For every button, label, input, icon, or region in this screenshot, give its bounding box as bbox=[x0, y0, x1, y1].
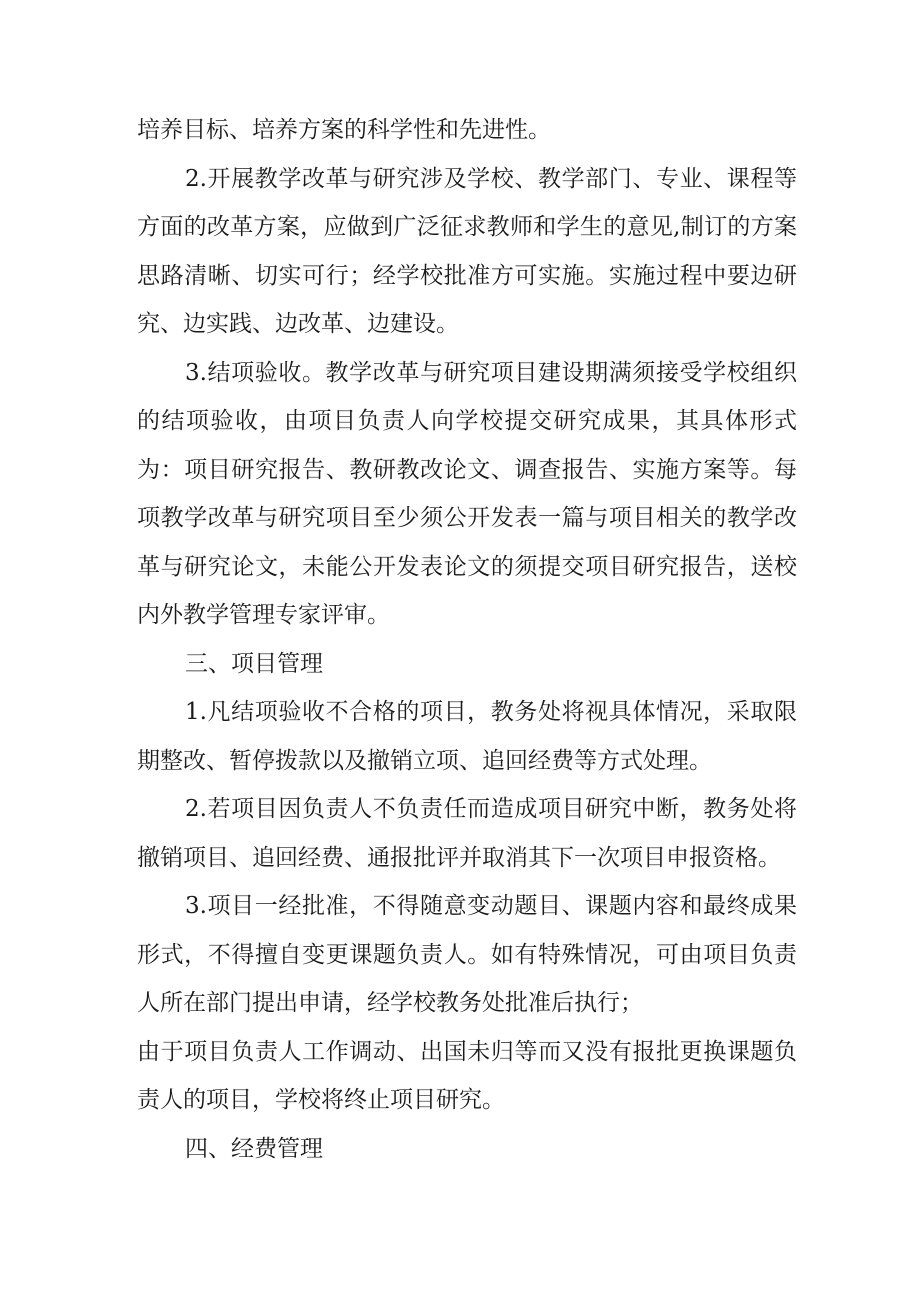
document-body bbox=[137, 106, 797, 1173]
paragraph-continuation: 培养目标、培养方案的科学性和先进性。 bbox=[137, 117, 551, 143]
section-heading-project-management: 三、项目管理 bbox=[185, 650, 323, 677]
paragraph-item-2: 2.开展教学改革与研究涉及学校、教学部门、专业、课程等方面的改革方案，应做到广泛征求教师和学生的意见,制订的方案思路清晰、切实可行；经学校批准方可实施。实施过程中要边研究、边实践、边改革、边建设。 bbox=[137, 165, 797, 337]
paragraph-management-3: 3.项目一经批准，不得随意变动题目、课题内容和最终成果形式，不得擅自变更课题负责人。如有特殊情况，可由项目负责人所在部门提出申请，经学校教务处批准后执行； bbox=[137, 893, 797, 1016]
paragraph-management-2: 2.若项目因负责人不负责任而造成项目研究中断，教务处将撤销项目、追回经费、通报批评并取消其下一次项目申报资格。 bbox=[137, 796, 797, 871]
paragraph-management-1: 1.凡结项验收不合格的项目，教务处将视具体情况，采取限期整改、暂停拨款以及撤销立项、追回经费等方式处理。 bbox=[137, 699, 797, 774]
paragraph-management-3-continued: 由于项目负责人工作调动、出国未归等而又没有报批更换课题负责人的项目，学校将终止项目研究。 bbox=[137, 1038, 797, 1113]
paragraph-item-3: 3.结项验收。教学改革与研究项目建设期满须接受学校组织的结项验收，由项目负责人向学校提交研究成果，其具体形式为：项目研究报告、教研教改论文、调查报告、实施方案等。每项教学改革与研究项目至少须公开发表一篇与项目相关的教学改革与研究论文，未能公开发表论文的须提交项目研究报告，送校内外教学管理专家评审。 bbox=[137, 359, 797, 628]
section-heading-funding-management: 四、经费管理 bbox=[185, 1135, 323, 1162]
